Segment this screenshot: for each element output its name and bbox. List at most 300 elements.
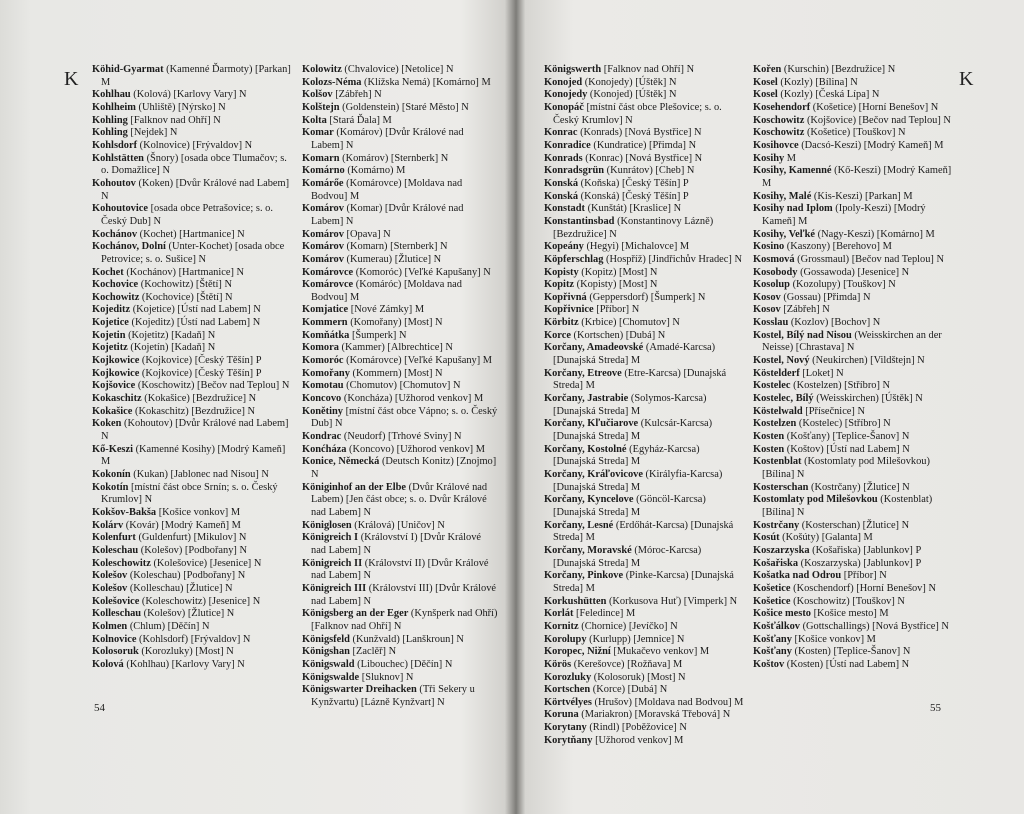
entry-headword: Kostelec [753,380,791,392]
dictionary-entry [753,456,953,481]
dictionary-entry [302,279,498,304]
entry-headword: Konstantinsbad [544,215,615,227]
entry-details: (Chvalovice) [Netolice] N [341,64,454,75]
entry-details: (Kurschin) [Bezdružice] N [781,64,896,75]
dictionary-entry [92,102,292,115]
dictionary-entry [92,140,292,153]
entry-headword: Kosov [753,304,781,316]
entry-details: (Konojedy) [Úštěk] N [582,76,677,88]
entry-headword: Komárno [302,165,345,177]
entry-headword: Königlosen [302,519,352,531]
entry-details: [Opava] N [343,228,391,240]
entry-details: (Chomutov) [Chomutov] N [343,380,461,392]
entry-details: [místní část obce Srnín; s. o. Český Krumlov] N [101,481,278,506]
entry-headword: Kosihy, Kamenné [753,165,832,177]
entry-details: (Kolová) [Karlovy Vary] N [130,89,247,101]
entry-headword: Körbitz [544,317,579,329]
entry-details: (Kojetitz) [Kadaň] N [125,329,216,341]
entry-details: (Kunžvald) [Lanškroun] N [349,633,464,645]
entry-details: (Kunrátov) [Cheb] N [604,165,695,177]
entry-headword: Korčany, Pinkove [544,570,624,582]
entry-details: (Guldenfurt) [Mikulov] N [135,532,247,544]
entry-headword: Kosihovce [753,139,799,151]
entry-headword: Kojetice [92,317,129,329]
entry-details: [Zábřeh] N [780,304,830,316]
entry-details: (Koszarzyska) [Jablunkov] P [798,557,922,569]
entry-details: (Koleschau) [Podbořany] N [127,570,246,582]
dictionary-entry [544,203,744,216]
dictionary-entry [544,368,744,393]
entry-details: (Kis-Keszi) [Parkan] M [811,190,913,202]
entry-details: [Falknov nad Ohří] N [127,114,221,126]
entry-details: (Kohlhau) [Karlovy Vary] N [123,658,245,670]
entry-details: [Košice mesto] M [811,608,889,620]
entry-headword: Kolosoruk [92,646,139,658]
entry-headword: Košatka nad Odrou [753,570,842,582]
entry-headword: Koncovo [302,393,342,405]
entry-headword: Königshan [302,646,350,658]
entry-details: (Kokaschitz) [Bezdružice] N [132,405,256,417]
entry-headword: Königsfeld [302,633,350,645]
entry-headword: Königreich III [302,582,367,594]
dictionary-entry [92,279,292,292]
entry-details: (Kojetín) [Kadaň] N [127,342,216,354]
dictionary-entry [544,659,744,672]
entry-headword: Korytany [544,722,587,734]
entry-details: (Konská) [Český Těšín] P [578,190,689,202]
entry-headword: Kolmen [92,620,128,632]
entry-details: (Komarn) [Sternberk] N [343,241,448,253]
dictionary-entry [302,684,498,709]
entry-headword: Komoróc [302,355,344,367]
right-page-section-letter: K [959,68,974,90]
entry-details: (Koschowitz) [Touškov] N [790,595,905,607]
dictionary-entry [544,545,744,570]
entry-details: (Koken) [Dvůr Králové nad Labem] N [101,177,290,202]
dictionary-entry [302,241,498,254]
dictionary-entry [753,304,953,317]
dictionary-entry [92,267,292,280]
entry-headword: Kommern [302,317,348,329]
entry-headword: Koken [92,418,122,430]
dictionary-entry [753,330,953,355]
dictionary-entry [302,646,498,659]
entry-details: [místní část obce Plešovice; s. o. Český Krumlov] N [553,101,722,126]
entry-headword: Kohlstätten [92,152,144,164]
dictionary-entry [302,380,498,393]
entry-headword: Konćháza [302,443,347,455]
entry-details: (Konojed) [Úštěk] N [587,89,677,101]
entry-headword: Kochánov, Dolní [92,241,166,253]
entry-details: (Kamenné Ďarmoty) [Parkan] M [101,64,291,88]
entry-details: (Korce) [Dubá] N [590,684,668,696]
entry-headword: Königswarter Dreihacken [302,684,417,696]
dictionary-entry [753,140,953,153]
entry-details: (Kostenblat) [Bílina] N [762,494,933,518]
dictionary-entry [92,355,292,368]
entry-headword: Komárov [302,203,344,215]
entry-details: (Királyfia-Karcsa) [Dunajská Streda] M [553,469,723,493]
left-page-section-letter: K [64,68,79,90]
dictionary-entry [753,558,953,571]
entry-details: [Mukačevo venkov] M [610,646,710,658]
entry-details: (Komárov) [Sternberk] N [339,152,449,164]
dictionary-entry [753,634,953,647]
dictionary-entry [92,621,292,634]
entry-headword: Kolešov [92,570,128,582]
entry-headword: Komořany [302,367,350,379]
dictionary-entry [753,393,953,406]
dictionary-entry [302,102,498,115]
entry-headword: Korkushütten [544,595,607,607]
dictionary-entry [753,77,953,90]
entry-details: (Erdőhát-Karcsa) [Dunajská Streda] M [553,519,734,544]
dictionary-entry [302,317,498,330]
entry-details: (Klížska Nemá) [Komárno] M [361,76,491,88]
dictionary-entry [544,520,744,545]
entry-details: (Konrac) [Nová Bystřice] N [582,152,703,164]
dictionary-entry [544,279,744,292]
entry-headword: Kostrčany [753,519,800,531]
entry-headword: Kosihy [753,152,785,164]
dictionary-entry [753,229,953,242]
dictionary-entry [753,520,953,533]
dictionary-entry [544,621,744,634]
entry-details: (Kunštát) [Kraslice] N [585,203,682,215]
entry-headword: Kostomlaty pod Milešovkou [753,494,878,506]
entry-details: (Komárno) M [344,165,406,177]
dictionary-entry [753,608,953,621]
entry-details: (Kolleschau) [Žlutice] N [127,582,233,594]
dictionary-entry [302,583,498,608]
entry-details: (Gottschallings) [Nová Bystřice] N [800,620,949,632]
entry-details: (Kohoutov) [Dvůr Králové nad Labem] N [101,418,289,443]
dictionary-entry [544,77,744,90]
entry-details: (Dacsó-Keszi) [Modrý Kameň] M [798,139,944,151]
entry-details: [Loket] N [799,367,844,379]
entry-details: (Neukirchen) [Vildštejn] N [809,355,925,367]
entry-details: (Kochet) [Hartmanice] N [137,228,245,240]
entry-headword: Kolnovice [92,633,137,645]
entry-headword: Kosihy nad Iplom [753,203,833,215]
entry-details: (Kozly) [Česká Lípa] N [777,89,880,101]
entry-headword: Körös [544,658,572,670]
entry-details: (Komar) [Dvůr Králové nad Labem] N [311,203,464,227]
dictionary-entry [302,330,498,343]
entry-details: [Příbor] N [841,570,887,582]
entry-details: (Košťany) [Teplice-Šanov] N [784,431,910,443]
entry-headword: Komárovce [302,279,354,291]
dictionary-entry [302,153,498,166]
entry-details: [Zábřeh] N [332,89,382,101]
entry-details: (Kochovice) [Štětí] N [139,291,233,303]
entry-details: M [784,152,797,164]
dictionary-entry [544,608,744,621]
entry-details: (Chlum) [Děčín] N [127,620,210,632]
right-page-column-2 [753,64,953,672]
dictionary-entry [544,596,744,609]
entry-headword: Kolowitz [302,64,342,75]
dictionary-entry [92,418,292,443]
entry-headword: Komárőe [302,177,344,189]
entry-details: (Komáróc) [Moldava nad Bodvou] M [311,279,462,303]
entry-details: (Kostelzen) [Stříbro] N [790,380,891,392]
dictionary-entry [544,89,744,102]
entry-headword: Kochet [92,266,124,278]
entry-headword: Konrac [544,127,578,139]
dictionary-entry [302,178,498,203]
dictionary-entry [544,153,744,166]
entry-details: (Kostrčany) [Žlutice] N [808,481,910,493]
entry-headword: Korčany, Kyncelove [544,494,634,506]
entry-details: (Weisskirchen an der Neisse) [Chrastava] N [762,329,942,354]
entry-headword: Kořen [753,64,782,75]
entry-details: (Kolešov) [Žlutice] N [141,608,235,620]
entry-headword: Košťany [753,633,792,645]
entry-headword: Kojetitz [92,342,128,354]
entry-details: [Falknov nad Ohří] N [601,64,695,75]
dictionary-entry [92,520,292,533]
dictionary-entry [753,431,953,444]
dictionary-entry [753,570,953,583]
dictionary-entry [92,393,292,406]
entry-details: (Komárov) [Dvůr Králové nad Labem] N [311,127,464,151]
entry-headword: Konská [544,190,579,202]
entry-details: (Kumerau) [Žlutice] N [343,253,442,265]
dictionary-entry [302,456,498,481]
entry-headword: Königswald [302,658,355,670]
entry-headword: Komárov [302,253,344,265]
entry-headword: Kopitz [544,279,575,291]
entry-headword: Koropec, Nižní [544,646,611,658]
dictionary-entry [92,178,292,203]
entry-headword: Konopáč [544,101,584,113]
entry-details: [Košice vonkov] M [791,633,876,645]
entry-headword: Korčany, Kráľovicove [544,469,643,480]
dictionary-entry [92,229,292,242]
entry-headword: Köpferschlag [544,253,604,265]
entry-headword: Konojedy [544,89,588,101]
dictionary-entry [753,596,953,609]
entry-headword: Kojkowice [92,355,140,367]
entry-headword: Korozluky [544,671,592,683]
entry-details: (Grossmaul) [Bečov nad Teplou] N [794,253,944,265]
entry-details: (Kosterschan) [Žlutice] N [799,519,910,531]
left-page-number: 54 [94,702,105,714]
entry-details: (Koštov) [Ústí nad Labem] N [784,443,910,455]
entry-headword: Kopisty [544,266,579,278]
dictionary-entry [753,153,953,166]
entry-details: (Göncöl-Karcsa) [Dunajská Streda] M [553,494,706,518]
entry-headword: Komárov [302,228,344,240]
dictionary-entry [544,735,744,748]
entry-headword: Kosolup [753,279,790,291]
entry-details: (Kamenné Kosihy) [Modrý Kameň] M [101,443,286,468]
dictionary-entry [302,368,498,381]
dictionary-entry [92,558,292,571]
entry-details: (Hrušov) [Moldava nad Bodvou] M [591,696,744,708]
dictionary-entry [753,368,953,381]
dictionary-entry [544,709,744,722]
entry-details: (Etre-Karcsa) [Dunajská Streda] M [553,367,727,392]
entry-details: [Zaclěř] N [349,646,397,658]
entry-headword: Kosten [753,443,785,455]
dictionary-entry [92,127,292,140]
entry-details: (Košetice) [Touškov] N [804,127,906,139]
entry-headword: Kochowitz [92,291,140,303]
dictionary-entry [92,368,292,381]
entry-headword: Korčany, Kostolné [544,443,627,455]
entry-details: (Království III) [Dvůr Králové nad Labem] N [311,582,497,607]
entry-headword: Köhid-Gyarmat [92,64,164,75]
entry-headword: Kolozs-Néma [302,76,362,88]
entry-headword: Konradice [544,139,591,151]
dictionary-entry [544,570,744,595]
entry-headword: Kosihy, Veľké [753,228,816,240]
entry-headword: Komňátka [302,329,350,341]
dictionary-entry [544,697,744,710]
dictionary-entry [544,393,744,418]
entry-details: (Kundratice) [Přimda] N [590,139,697,151]
entry-details: [Užhorod venkov] M [592,734,684,746]
dictionary-entry [544,254,744,267]
entry-details: [Feledince] M [573,608,636,620]
entry-details: (Tři Sekery u Kynžvartu) [Lázně Kynžvart] N [311,684,475,708]
entry-headword: Kokšov-Bakša [92,506,157,518]
dictionary-entry [92,608,292,621]
entry-details: (Amadé-Karcsa) [Dunajská Streda] M [553,342,716,367]
dictionary-entry [92,482,292,507]
entry-headword: Kostenblat [753,456,802,468]
entry-details: [Nové Zámky] M [348,304,425,316]
entry-headword: Korytňany [544,734,593,746]
dictionary-entry [302,77,498,90]
dictionary-entry [92,507,292,520]
entry-headword: Konská [544,177,579,189]
entry-headword: Kostelec, Bílý [753,393,814,405]
dictionary-entry [753,545,953,558]
entry-details: (Koleschowitz) [Jesenice] N [139,595,261,607]
dictionary-entry [544,469,744,494]
dictionary-entry [753,621,953,634]
entry-details: (Koncháza) [Užhorod venkov] M [341,393,484,405]
dictionary-entry [92,659,292,672]
dictionary-entry [302,672,498,685]
entry-details: (Mariakron) [Moravská Třebová] N [578,709,731,721]
dictionary-entry [92,304,292,317]
dictionary-entry [544,646,744,659]
entry-details: (Kosten) [Teplice-Šanov] N [791,646,911,658]
entry-details: (Kozolupy) [Touškov] N [789,279,896,291]
entry-details: (Chornice) [Jevíčko] N [578,620,678,632]
dictionary-entry [92,64,292,89]
entry-details: (Kochánov) [Hartmanice] N [123,266,245,278]
dictionary-entry [753,355,953,368]
entry-headword: Koschowitz [753,127,805,139]
entry-details: (Kynšperk nad Ohří) [Falknov nad Ohří] N [311,608,498,632]
entry-details: (Neudorf) [Trhové Sviny] N [341,431,462,443]
entry-headword: Komjatice [302,304,349,316]
entry-headword: Kosino [753,241,785,253]
entry-details: (Hospříž) [Jindřichův Hradec] N [603,253,742,265]
entry-headword: Kosslau [753,317,789,329]
dictionary-entry [544,165,744,178]
entry-headword: Korčany, Moravské [544,544,632,556]
entry-details: (Konrads) [Nová Bystřice] N [577,127,702,139]
entry-headword: Korce [544,329,571,341]
entry-headword: Kohoutov [92,177,136,189]
entry-headword: Kő-Keszi [92,443,133,455]
entry-headword: Kortschen [544,684,591,696]
dictionary-entry [753,165,953,190]
entry-details: [Nejdek] N [127,127,178,139]
dictionary-entry [92,89,292,102]
entry-details: (Kozlov) [Bochov] N [788,317,881,329]
dictionary-entry [302,203,498,228]
entry-headword: Kokonín [92,469,131,480]
entry-headword: Kornitz [544,620,579,632]
entry-details: (Kopitz) [Most] N [578,266,658,278]
entry-details: (Komárovce) [Veľké Kapušany] M [343,355,493,367]
entry-headword: Kosihy, Malé [753,190,812,202]
entry-headword: Köstelwald [753,405,803,417]
entry-details: (Korkusova Huť) [Vimperk] N [606,595,738,607]
dictionary-entry [753,444,953,457]
dictionary-entry [302,520,498,533]
entry-headword: Koleschowitz [92,557,151,569]
entry-details: (Solymos-Karcsa) [Dunajská Streda] M [553,393,707,417]
entry-details: [osada obce Petrašovice; s. o. Český Dub] N [101,203,273,227]
entry-headword: Konrads [544,152,583,164]
entry-details: (Království II) [Dvůr Králové nad Labem] N [311,557,489,582]
left-page-column-1 [92,64,292,672]
dictionary-entry [302,532,498,557]
entry-details: (Hegyi) [Michalovce] M [583,241,690,253]
entry-details: (Kolnovice) [Frývaldov] N [137,139,253,151]
entry-headword: Kosmová [753,253,795,265]
entry-headword: Kochánov [92,228,138,240]
entry-details: (Egyház-Karcsa) [Dunajská Streda] M [553,443,700,468]
dictionary-entry [544,140,744,153]
entry-details: (Móroc-Karcsa) [Dunajská Streda] M [553,544,702,569]
entry-details: (Kojeditz) [Ústí nad Labem] N [128,317,261,329]
dictionary-entry [92,596,292,609]
dictionary-entry [302,393,498,406]
entry-headword: Korčany, Etreove [544,367,622,379]
dictionary-entry [544,684,744,697]
dictionary-entry [753,203,953,228]
entry-details: (Košařiska) [Jablunkov] P [809,544,922,556]
entry-headword: Kolová [92,658,124,670]
entry-details: (Kokašice) [Bezdružice] N [141,393,257,405]
dictionary-entry [544,216,744,241]
entry-headword: Kosov [753,291,781,303]
entry-headword: Komar [302,127,334,139]
entry-headword: Kohling [92,114,128,126]
entry-details: (Kolešovice) [Jesenice] N [150,557,262,569]
dictionary-entry [92,342,292,355]
dictionary-entry [302,115,498,128]
entry-headword: Konětiny [302,405,343,417]
entry-headword: Kolešov [92,582,128,594]
entry-details: (Kojetice) [Ústí nad Labem] N [130,304,261,316]
entry-details: (Deutsch Konitz) [Znojmo] N [311,456,497,480]
dictionary-entry [92,203,292,228]
entry-headword: Kostel, Nový [753,355,810,367]
dictionary-entry [544,178,744,191]
dictionary-entry [92,241,292,266]
dictionary-entry [753,115,953,128]
